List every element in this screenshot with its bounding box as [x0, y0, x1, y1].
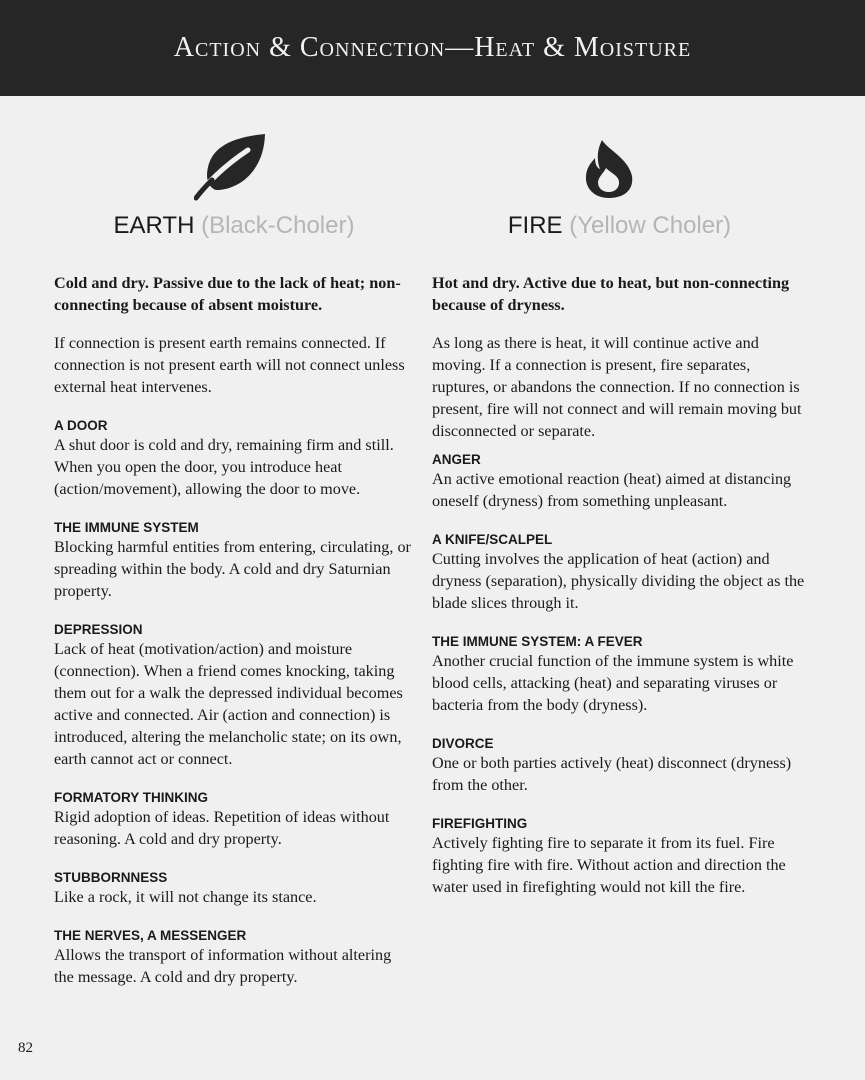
item-title: A DOOR [54, 418, 108, 433]
header-banner [0, 0, 865, 96]
earth-heading-main: EARTH [113, 212, 195, 239]
item-title: DIVORCE [432, 736, 494, 751]
fire-column [432, 120, 807, 898]
earth-column [54, 120, 414, 988]
item-text: Cutting involves the application of heat (action) and dryness (separation), physically dividing the object as the blade slices through it. [432, 550, 805, 612]
item-title: FIREFIGHTING [432, 816, 528, 831]
item-title: THE NERVES, A MESSENGER [54, 928, 247, 943]
list-item [54, 870, 414, 908]
item-text: Allows the transport of information without altering the message. A cold and dry property. [54, 946, 392, 986]
fire-icon-area [432, 120, 807, 206]
list-item [54, 520, 414, 602]
leaf-icon [194, 132, 274, 202]
list-item [54, 928, 414, 988]
item-text: An active emotional reaction (heat) aimed at distancing oneself (dryness) from something unpleasant. [432, 470, 792, 510]
list-item [432, 816, 807, 898]
earth-icon-area [54, 120, 414, 206]
earth-heading-sub: (Black-Choler) [201, 212, 355, 239]
fire-heading [432, 206, 807, 246]
item-text: Lack of heat (motivation/action) and moisture (connection). When a friend comes knocking, taking them out for a walk the depressed individual becomes active and connected. Air (action and connection) is introduced, altering the melancholic state; on its own, earth cannot act or connect. [54, 640, 403, 768]
fire-heading-sub: (Yellow Choler) [569, 212, 732, 239]
item-text: Actively fighting fire to separate it from its fuel. Fire fighting fire with fire. Without action and direction the water used in firefighting would not kill the fire. [432, 834, 786, 896]
item-title: STUBBORNNESS [54, 870, 168, 885]
item-text: Rigid adoption of ideas. Repetition of ideas without reasoning. A cold and dry property. [54, 808, 390, 848]
item-text: One or both parties actively (heat) disconnect (dryness) from the other. [432, 754, 792, 794]
item-title: DEPRESSION [54, 622, 143, 637]
list-item [432, 634, 807, 716]
fire-intro: As long as there is heat, it will continue active and moving. If a connection is present, fire separates, ruptures, or abandons the connection. If no connection is present, fire will not connect and will remain moving but disconnected or separate. [432, 334, 802, 440]
item-text: Blocking harmful entities from entering, circulating, or spreading within the body. A cold and dry Saturnian property. [54, 538, 411, 600]
fire-intro-bold: Hot and dry. Active due to heat, but non-connecting because of dryness. [432, 274, 790, 314]
item-title: ANGER [432, 452, 481, 467]
item-title: FORMATORY THINKING [54, 790, 208, 805]
list-item [432, 736, 807, 796]
earth-intro: If connection is present earth remains connected. If connection is not present earth will not connect unless external heat intervenes. [54, 334, 405, 396]
item-text: A shut door is cold and dry, remaining firm and still. When you open the door, you introduce heat (action/movement), allowing the door to move. [54, 436, 394, 498]
page-title: Action & Connection—Heat & Moisture [173, 32, 692, 63]
item-title: THE IMMUNE SYSTEM [54, 520, 199, 535]
list-item [54, 790, 414, 850]
earth-intro-bold: Cold and dry. Passive due to the lack of heat; non-connecting because of absent moisture. [54, 274, 401, 314]
fire-heading-main: FIRE [507, 212, 563, 239]
list-item [432, 532, 807, 614]
item-text: Like a rock, it will not change its stance. [54, 888, 317, 906]
item-title: THE IMMUNE SYSTEM: A FEVER [432, 634, 643, 649]
item-text: Another crucial function of the immune system is white blood cells, attacking (heat) and separating viruses or bacteria from the body (dryness). [432, 652, 794, 714]
list-item [432, 452, 807, 512]
flame-icon [582, 138, 636, 200]
page-number: 82 [18, 1040, 33, 1056]
earth-heading [54, 206, 414, 246]
list-item [54, 418, 414, 500]
list-item [54, 622, 414, 770]
item-title: A KNIFE/SCALPEL [432, 532, 553, 547]
